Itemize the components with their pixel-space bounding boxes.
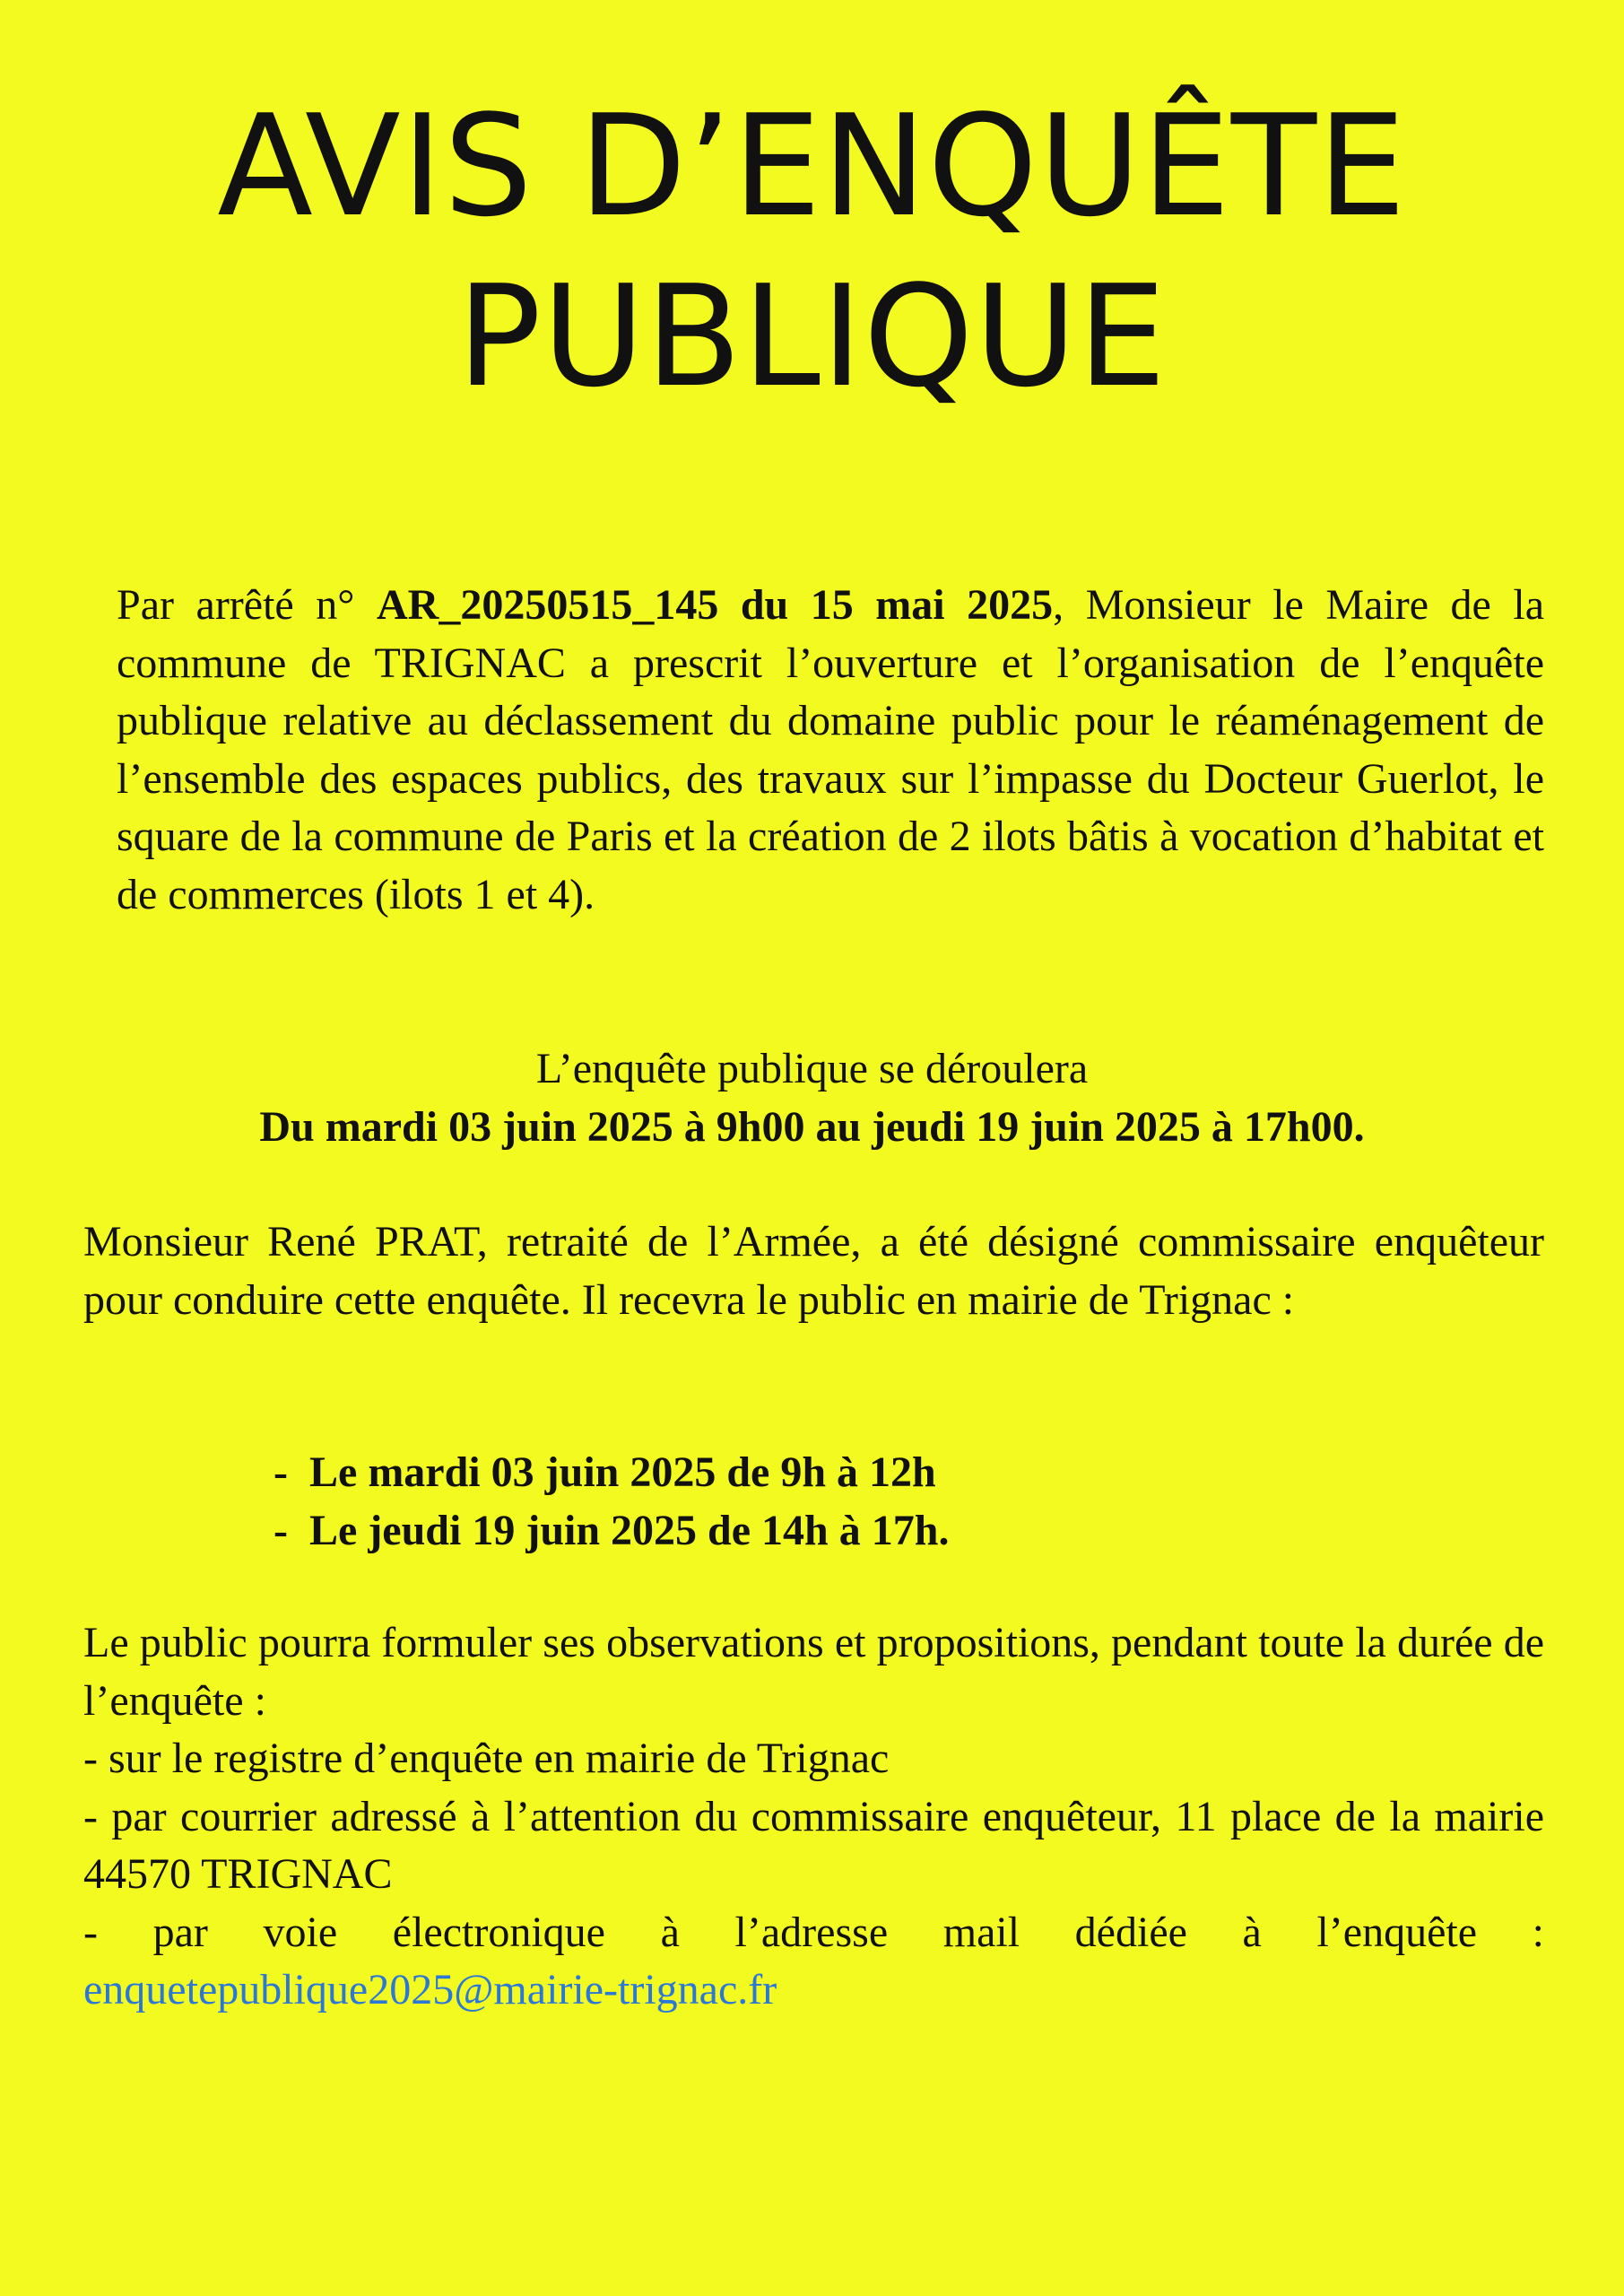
email-link[interactable]: enquetepublique2025@mairie-trignac.fr	[83, 1966, 777, 2013]
bullet-dash: -	[274, 1448, 288, 1496]
title-line-1: AVIS D’ENQUÊTE	[217, 84, 1407, 248]
schedule-item	[274, 1444, 949, 1502]
notice-title	[0, 81, 1624, 422]
schedule-item-text: Le mardi 03 juin 2025 de 9h à 12h	[309, 1448, 936, 1496]
observation-mail: - par courrier adressé à l’attention du commissaire enquêteur, 11 place de la mairie 44570 TRIGNAC	[83, 1792, 1544, 1898]
schedule-item-text: Le jeudi 19 juin 2025 de 14h à 17h.	[309, 1506, 950, 1554]
observations-intro: Le public pourra formuler ses observations et propositions, pendant toute la durée de l’enquête :	[83, 1619, 1544, 1725]
title-line-2: PUBLIQUE	[456, 255, 1168, 418]
decree-reference: AR_20250515_145 du 15 mai 2025	[377, 581, 1054, 629]
decree-body: , Monsieur le Maire de la commune de TRIGNAC a prescrit l’ouverture et l’organisation de l’enquête publique relative au déclassement du domaine public pour le réaménagement de l’ensemble des espaces publics, des travaux sur l’impasse du Docteur Guerlot, le square de la commune de Paris et la création de 2 ilots bâtis à vocation d’habitat et de commerces (ilots 1 et 4).	[117, 581, 1545, 918]
period-intro: L’enquête publique se déroulera	[535, 1045, 1089, 1092]
decree-paragraph	[117, 577, 1544, 924]
decree-prefix: Par arrêté n°	[117, 581, 377, 629]
commissioner-paragraph: Monsieur René PRAT, retraité de l’Armée, a été désigné commissaire enquêteur pour conduire cette enquête. Il recevra le public en mairie de Trignac :	[83, 1218, 1544, 1324]
schedule-item	[274, 1502, 949, 1561]
observation-register: - sur le registre d’enquête en mairie de Trignac	[83, 1735, 890, 1782]
reception-schedule	[274, 1444, 949, 1560]
bullet-dash: -	[274, 1506, 288, 1554]
observations-section	[83, 1614, 1544, 2020]
period-dates: Du mardi 03 juin 2025 à 9h00 au jeudi 19 juin 2025 à 17h00.	[259, 1103, 1365, 1151]
observation-electronic: - par voie électronique à l’adresse mail dédiée à l’enquête :	[83, 1908, 1544, 1956]
